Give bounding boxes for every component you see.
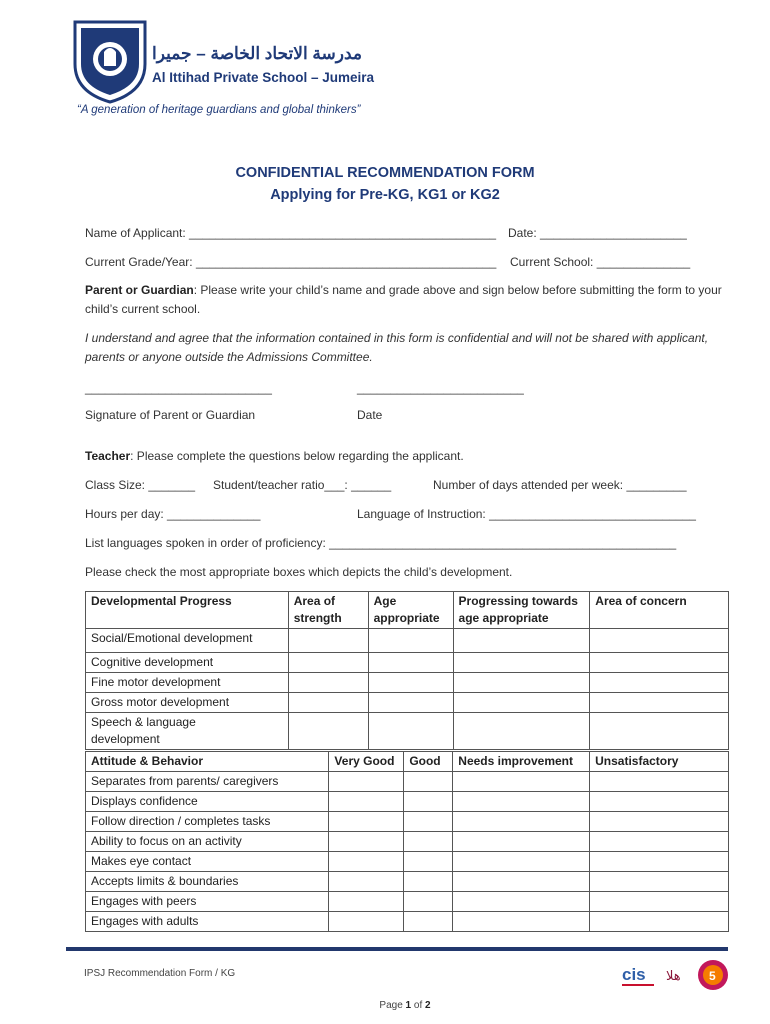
row-label: Makes eye contact	[86, 852, 329, 872]
school-crest-icon	[70, 14, 150, 104]
checkbox-cell[interactable]	[368, 653, 453, 673]
school-name-english: Al Ittihad Private School – Jumeira	[152, 70, 375, 85]
checkbox-cell[interactable]	[590, 693, 729, 713]
teacher-instructions	[85, 449, 464, 463]
checkbox-cell[interactable]	[590, 872, 729, 892]
table-row	[86, 772, 729, 792]
hala-badge-icon	[664, 962, 694, 990]
table-row	[86, 693, 729, 713]
table-header-row	[86, 752, 729, 772]
checkbox-cell[interactable]	[590, 653, 729, 673]
signature-date-label: Date	[357, 408, 383, 422]
hala-badge-text: هلا	[666, 969, 681, 984]
checkbox-cell[interactable]	[288, 693, 368, 713]
signature-line[interactable]: ____________________________	[85, 381, 272, 395]
checkbox-cell[interactable]	[404, 832, 453, 852]
page-number	[0, 1000, 770, 1011]
header-attitude-behavior: Attitude & Behavior	[86, 752, 329, 772]
table-header-row	[86, 592, 729, 629]
checkbox-cell[interactable]	[329, 912, 404, 932]
row-label: Social/Emotional development	[86, 629, 289, 653]
checkbox-cell[interactable]	[404, 912, 453, 932]
row-label	[86, 713, 289, 750]
checkbox-cell[interactable]	[590, 629, 729, 653]
checkbox-cell[interactable]	[288, 653, 368, 673]
checkbox-cell[interactable]	[590, 832, 729, 852]
header-area-of-strength: Area of strength	[288, 592, 368, 629]
checkbox-cell[interactable]	[404, 872, 453, 892]
row-label: Separates from parents/ caregivers	[86, 772, 329, 792]
current-grade-field[interactable]: Current Grade/Year: _____________________________________________	[85, 255, 497, 269]
row-label: Gross motor development	[86, 693, 289, 713]
teacher-label: Teacher	[85, 449, 131, 463]
checkbox-cell[interactable]	[453, 852, 590, 872]
row-label: Displays confidence	[86, 792, 329, 812]
row-label: Fine motor development	[86, 673, 289, 693]
confidentiality-statement: I understand and agree that the information contained in this form is confidential and will not be shared with applicant, parents or anyone outside the Admissions Committee.	[85, 331, 709, 364]
checkbox-cell[interactable]	[453, 772, 590, 792]
checkbox-cell[interactable]	[329, 872, 404, 892]
checkbox-cell[interactable]	[453, 892, 590, 912]
checkbox-cell[interactable]	[329, 832, 404, 852]
row-label: Accepts limits & boundaries	[86, 872, 329, 892]
header-unsatisfactory: Unsatisfactory	[590, 752, 729, 772]
checkbox-cell[interactable]	[453, 673, 590, 693]
checkbox-cell[interactable]	[288, 713, 368, 750]
school-tagline: “A generation of heritage guardians and global thinkers”	[77, 104, 361, 116]
checkbox-cell[interactable]	[453, 713, 590, 750]
checkbox-cell[interactable]	[590, 772, 729, 792]
row-label: Engages with adults	[86, 912, 329, 932]
checkbox-cell[interactable]	[590, 812, 729, 832]
language-of-instruction-field[interactable]: Language of Instruction: _______________________________	[357, 507, 696, 521]
row-label: Engages with peers	[86, 892, 329, 912]
signature-date-line[interactable]: _________________________	[357, 381, 524, 395]
checkbox-cell[interactable]	[453, 653, 590, 673]
teacher-instructions-text: : Please complete the questions below regarding the applicant.	[130, 449, 464, 463]
hours-per-day-field[interactable]: Hours per day: ______________	[85, 507, 261, 521]
row-label-text: Speech & language development	[91, 715, 196, 746]
page-of: of	[411, 1000, 426, 1011]
checkbox-cell[interactable]	[590, 792, 729, 812]
current-school-field[interactable]: Current School: ______________	[510, 255, 691, 269]
checkbox-cell[interactable]	[404, 812, 453, 832]
table-row	[86, 812, 729, 832]
rating-badge-text: 5	[709, 969, 716, 983]
check-boxes-instruction: Please check the most appropriate boxes which depicts the child’s development.	[85, 565, 513, 579]
school-name-arabic: مدرسة الاتحاد الخاصة – جميرا	[152, 44, 362, 63]
checkbox-cell[interactable]	[590, 852, 729, 872]
rating-badge-icon	[696, 958, 730, 992]
table-row	[86, 872, 729, 892]
checkbox-cell[interactable]	[288, 673, 368, 693]
table-row	[86, 629, 729, 653]
header-age-appropriate: Age appropriate	[368, 592, 453, 629]
table-row	[86, 673, 729, 693]
checkbox-cell[interactable]	[329, 892, 404, 912]
header-progressing: Progressing towards age appropriate	[453, 592, 590, 629]
checkbox-cell[interactable]	[329, 792, 404, 812]
student-teacher-ratio-field[interactable]: Student/teacher ratio___: ______	[213, 478, 392, 492]
checkbox-cell[interactable]	[404, 792, 453, 812]
header-developmental-progress: Developmental Progress	[86, 592, 289, 629]
date-field[interactable]: Date: ______________________	[508, 226, 687, 240]
hala-logo	[664, 962, 694, 990]
checkbox-cell[interactable]	[329, 812, 404, 832]
form-subtitle: Applying for Pre-KG, KG1 or KG2	[270, 187, 500, 203]
checkbox-cell[interactable]	[368, 673, 453, 693]
class-size-field[interactable]: Class Size: _______	[85, 478, 196, 492]
header-area-of-concern: Area of concern	[590, 592, 729, 629]
page-prefix: Page	[379, 1000, 406, 1011]
checkbox-cell[interactable]	[590, 713, 729, 750]
checkbox-cell[interactable]	[590, 912, 729, 932]
checkbox-cell[interactable]	[453, 693, 590, 713]
table-row	[86, 832, 729, 852]
checkbox-cell[interactable]	[453, 812, 590, 832]
row-label: Ability to focus on an activity	[86, 832, 329, 852]
table-row	[86, 912, 729, 932]
inspection-rating-logo	[696, 958, 730, 992]
checkbox-cell[interactable]	[453, 792, 590, 812]
days-attended-field[interactable]: Number of days attended per week: _________	[433, 478, 687, 492]
school-logo	[70, 14, 370, 114]
checkbox-cell[interactable]	[404, 772, 453, 792]
checkbox-cell[interactable]	[368, 713, 453, 750]
applicant-name-field[interactable]: Name of Applicant: ______________________________________________	[85, 226, 497, 240]
header-very-good: Very Good	[329, 752, 404, 772]
checkbox-cell[interactable]	[368, 693, 453, 713]
checkbox-cell[interactable]	[404, 892, 453, 912]
parent-instructions	[85, 281, 725, 319]
checkbox-cell[interactable]	[329, 772, 404, 792]
checkbox-cell[interactable]	[288, 629, 368, 653]
header-needs-improvement: Needs improvement	[453, 752, 590, 772]
checkbox-cell[interactable]	[590, 673, 729, 693]
signature-label: Signature of Parent or Guardian	[85, 408, 256, 422]
row-label: Follow direction / completes tasks	[86, 812, 329, 832]
checkbox-cell[interactable]	[368, 629, 453, 653]
header-good: Good	[404, 752, 453, 772]
cis-badge-icon	[618, 958, 660, 992]
page-current: 1	[405, 1000, 412, 1011]
cis-accreditation-logo	[618, 958, 660, 992]
checkbox-cell[interactable]	[453, 912, 590, 932]
footer-divider	[66, 947, 728, 951]
table-row	[86, 713, 729, 750]
table-row	[86, 852, 729, 872]
attitude-behavior-table	[85, 751, 729, 932]
parent-instructions-text: : Please write your child’s name and grade above and sign below before submitting the form to your child’s current school.	[85, 283, 722, 316]
languages-spoken-field[interactable]: List languages spoken in order of proficiency: ____________________________________________________	[85, 536, 677, 550]
checkbox-cell[interactable]	[453, 872, 590, 892]
checkbox-cell[interactable]	[453, 629, 590, 653]
table-row	[86, 892, 729, 912]
table-row	[86, 653, 729, 673]
parent-label: Parent or Guardian	[85, 283, 194, 297]
checkbox-cell[interactable]	[453, 832, 590, 852]
checkbox-cell[interactable]	[329, 852, 404, 872]
page-total: 2	[425, 1000, 431, 1011]
checkbox-cell[interactable]	[404, 852, 453, 872]
checkbox-cell[interactable]	[590, 892, 729, 912]
developmental-progress-table	[85, 591, 729, 750]
cis-badge-text: cis	[622, 965, 646, 984]
footer-form-name: IPSJ Recommendation Form / KG	[84, 968, 236, 979]
row-label: Cognitive development	[86, 653, 289, 673]
table-row	[86, 792, 729, 812]
form-title: CONFIDENTIAL RECOMMENDATION FORM	[235, 165, 535, 181]
